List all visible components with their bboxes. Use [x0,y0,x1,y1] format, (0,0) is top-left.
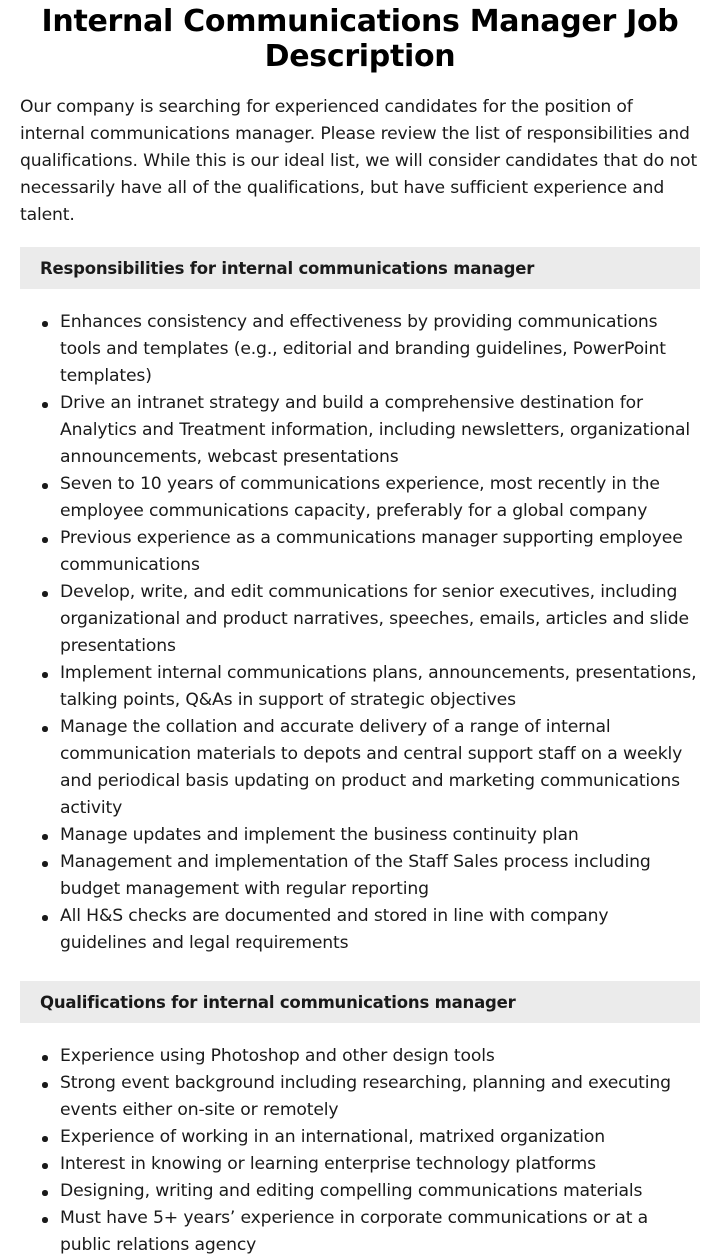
responsibilities-list [20,309,700,957]
qualifications-list [20,1043,700,1259]
list-item: Designing, writing and editing compelling communications materials [20,1178,700,1205]
list-item: All H&S checks are documented and stored in line with company guidelines and legal requirements [20,903,700,957]
list-item: Must have 5+ years’ experience in corporate communications or at a public relations agency [20,1205,700,1259]
list-item: Seven to 10 years of communications experience, most recently in the employee communications capacity, preferably for a global company [20,471,700,525]
list-item: Previous experience as a communications manager supporting employee communications [20,525,700,579]
list-item: Develop, write, and edit communications for senior executives, including organizational and product narratives, speeches, emails, articles and slide presentations [20,579,700,660]
list-item: Manage the collation and accurate delivery of a range of internal communication materials to depots and central support staff on a weekly and periodical basis updating on product and marketing communications activity [20,714,700,822]
responsibilities-heading [20,247,700,289]
list-item: Interest in knowing or learning enterprise technology platforms [20,1151,700,1178]
list-item: Strong event background including researching, planning and executing events either on-site or remotely [20,1070,700,1124]
list-item: Experience using Photoshop and other design tools [20,1043,700,1070]
list-item: Manage updates and implement the business continuity plan [20,822,700,849]
page-title: Internal Communications Manager Job Description [41,4,679,74]
qualifications-heading-label: Qualifications for internal communications manager [40,992,516,1012]
list-item: Experience of working in an international, matrixed organization [20,1124,700,1151]
job-description-page [0,4,720,1259]
intro-paragraph: Our company is searching for experienced candidates for the position of internal communications manager. Please review the list of responsibilities and qualifications. While this is our ideal list, we will consider candidates that do not necessarily have all of the qualifications, but have sufficient experience and talent. [20,97,698,225]
qualifications-heading [20,981,700,1023]
list-item: Enhances consistency and effectiveness by providing communications tools and templates (e.g., editorial and branding guidelines, PowerPoint templates) [20,309,700,390]
list-item: Implement internal communications plans, announcements, presentations, talking points, Q&As in support of strategic objectives [20,660,700,714]
list-item: Drive an intranet strategy and build a comprehensive destination for Analytics and Treatment information, including newsletters, organizational announcements, webcast presentations [20,390,700,471]
responsibilities-heading-label: Responsibilities for internal communications manager [40,258,535,278]
list-item: Management and implementation of the Staff Sales process including budget management with regular reporting [20,849,700,903]
